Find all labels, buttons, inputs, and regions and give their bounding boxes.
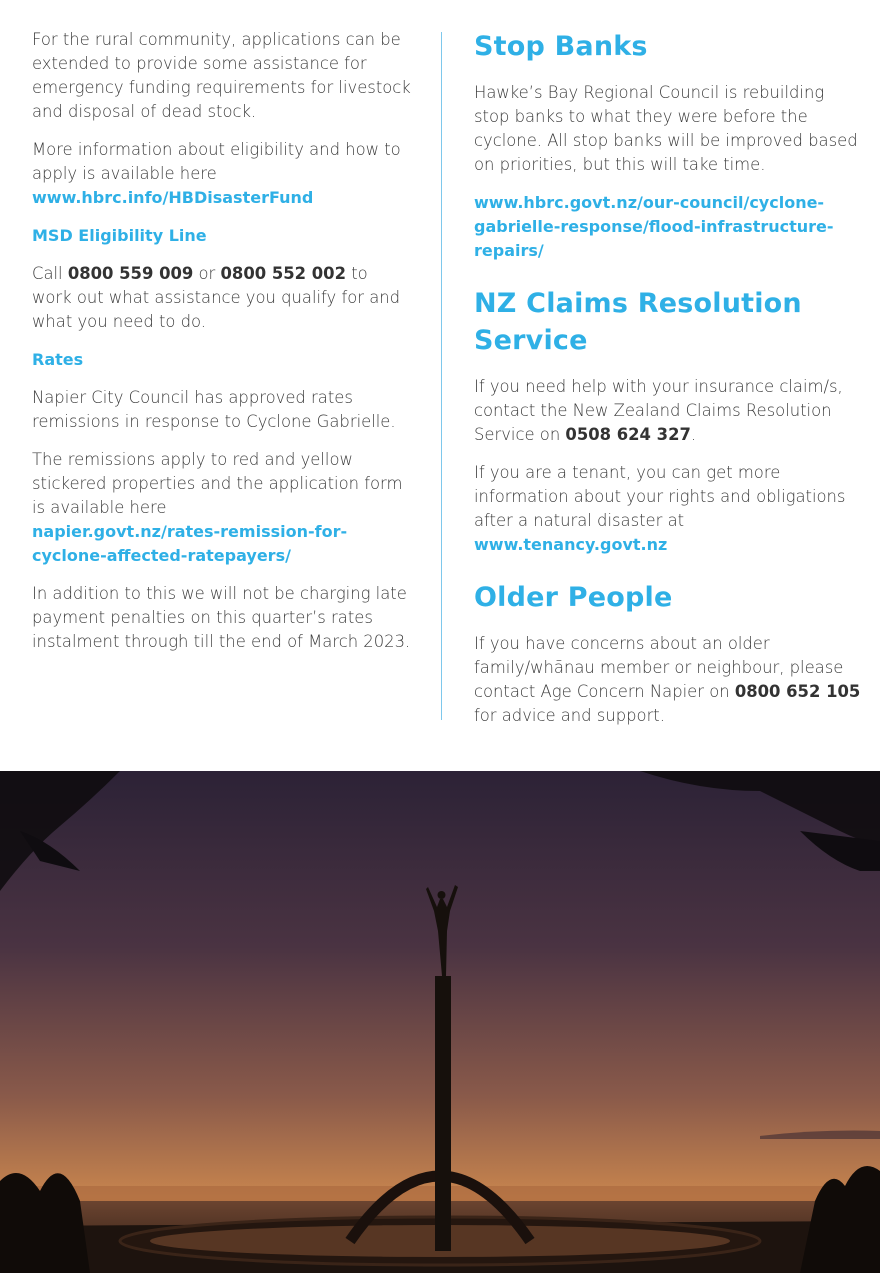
stop-banks-heading: Stop Banks <box>474 31 648 62</box>
claims-period: . <box>690 425 697 444</box>
older-people-paragraph <box>474 632 864 728</box>
claims-heading: NZ Claims Resolution Service <box>474 288 802 356</box>
msd-or-text: or <box>198 264 216 283</box>
sunset-statue-photo <box>0 771 880 1273</box>
msd-phone-1: 0800 559 009 <box>67 264 194 283</box>
claims-paragraph <box>474 375 864 447</box>
rural-paragraph: For the rural community, applications can be extended to provide some assistance for emergency funding requirements for livestock and disposal of dead stock. <box>32 30 411 121</box>
msd-rest-text: to work out what assistance you qualify for and what you need to do. <box>32 264 401 331</box>
msd-eligibility-heading: MSD Eligibility Line <box>32 226 207 245</box>
flood-infrastructure-link[interactable]: www.hbrc.govt.nz/our-council/cyclone-gabrielle-response/flood-infrastructure-repairs/ <box>474 193 834 260</box>
rates-remission-link[interactable]: napier.govt.nz/rates-remission-for-cyclone-affected-ratepayers/ <box>32 522 348 565</box>
right-column <box>474 28 864 742</box>
msd-call-text: Call <box>32 264 63 283</box>
rates-heading: Rates <box>32 350 84 369</box>
claims-text: If you need help with your insurance claim/s, contact the New Zealand Claims Resolution Service on <box>474 377 843 444</box>
older-people-heading: Older People <box>474 582 673 613</box>
tenancy-link[interactable]: www.tenancy.govt.nz <box>474 535 668 554</box>
msd-phone-2: 0800 552 002 <box>220 264 346 283</box>
msd-paragraph <box>32 262 412 334</box>
rates-paragraph-1: Napier City Council has approved rates remissions in response to Cyclone Gabrielle. <box>32 388 396 431</box>
rates-paragraph-3: In addition to this we will not be charging late payment penalties on this quarter’s rates instalment through till the end of March 2023. <box>32 584 411 651</box>
left-column <box>32 28 412 668</box>
rates-paragraph-2: The remissions apply to red and yellow stickered properties and the application form is available here <box>32 450 403 517</box>
older-text: If you have concerns about an older family/whānau member or neighbour, please contact Age Concern Napier on <box>474 634 844 701</box>
eligibility-paragraph: More information about eligibility and how to apply is available here <box>32 140 401 183</box>
stop-banks-paragraph: Hawke’s Bay Regional Council is rebuilding stop banks to what they were before the cyclone. All stop banks will be improved based on priorities, but this will take time. <box>474 83 858 174</box>
column-divider <box>441 32 442 720</box>
tenant-paragraph: If you are a tenant, you can get more information about your rights and obligations after a natural disaster at <box>474 463 846 530</box>
older-text-end: for advice and support. <box>474 706 665 725</box>
older-phone: 0800 652 105 <box>734 682 861 701</box>
claims-phone: 0508 624 327 <box>565 425 691 444</box>
hb-disaster-fund-link[interactable]: www.hbrc.info/HBDisasterFund <box>32 188 314 207</box>
